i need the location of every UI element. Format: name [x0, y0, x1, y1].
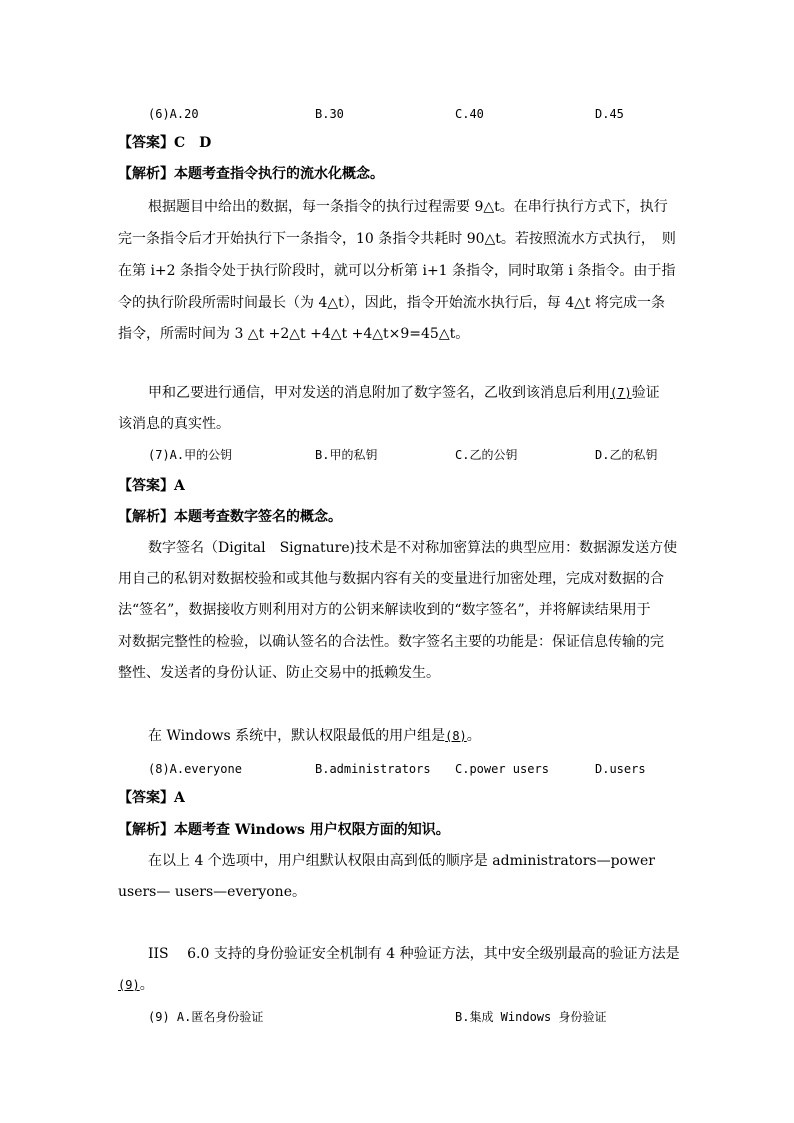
q6-body-line: 指令，所需时间为 3 △t +2△t +4△t +4△t×9=45△t。 — [118, 326, 470, 342]
q7-option-a: (7)A.甲的公钥 — [148, 448, 233, 462]
q6-option-a: (6)A.20 — [148, 107, 199, 121]
q9-stem-line1: IIS 6.0 支持的身份验证安全机制有 4 种验证方法，其中安全级别最高的验证方法是 — [148, 946, 680, 962]
q7-stem-line2: 该消息的真实性。 — [118, 416, 230, 432]
q7-body-line: 数字签名（Digital Signature)技术是不对称加密算法的典型应用：数据源发送方使 — [148, 540, 678, 556]
q9-option-a: (9) A.匿名身份验证 — [148, 1010, 264, 1024]
q6-body-line: 根据题目中给出的数据，每一条指令的执行过程需要 9△t。在串行执行方式下，执行 — [148, 199, 668, 215]
q6-option-b: B.30 — [315, 107, 344, 121]
q9-option-b: B.集成 Windows 身份验证 — [455, 1010, 607, 1024]
q7-stem-post: 验证 — [631, 385, 660, 401]
q7-option-c: C.乙的公钥 — [455, 448, 518, 462]
q8-stem-post: 。 — [466, 728, 481, 744]
q7-body-line: 整性、发送者的身份认证、防止交易中的抵赖发生。 — [118, 665, 440, 681]
q8-body-line: users— users—everyone。 — [118, 884, 306, 900]
q8-analysis-title: 【解析】本题考查 Windows 用户权限方面的知识。 — [118, 822, 450, 838]
q6-option-c: C.40 — [455, 107, 484, 121]
q7-stem-pre: 甲和乙要进行通信，甲对发送的消息附加了数字签名，乙收到该消息后利用 — [148, 385, 610, 401]
q8-option-b: B.administrators — [315, 762, 431, 776]
q7-body-line: 对数据完整性的检验，以确认签名的合法性。数字签名主要的功能是：保证信息传输的完 — [118, 634, 664, 650]
q7-answer: 【答案】A — [118, 478, 185, 494]
q6-body-line: 令的执行阶段所需时间最长（为 4△t），因此，指令开始流水执行后，每 4△t 将完成一条 — [118, 295, 665, 311]
q9-stem-line2 — [118, 975, 154, 995]
q6-option-d: D.45 — [595, 107, 624, 121]
q8-option-c: C.power users — [455, 762, 549, 776]
q9-blank: (9) — [118, 978, 140, 992]
q8-answer: 【答案】A — [118, 790, 185, 806]
q8-blank: (8) — [445, 729, 467, 743]
q7-analysis-title: 【解析】本题考查数字签名的概念。 — [118, 509, 342, 525]
q9-stem-post: 。 — [139, 977, 154, 993]
q6-analysis-title: 【解析】本题考查指令执行的流水化概念。 — [118, 166, 384, 182]
q8-option-a: (8)A.everyone — [148, 762, 242, 776]
q7-stem-line1 — [148, 383, 660, 403]
q7-option-b: B.甲的私钥 — [315, 448, 378, 462]
q7-blank: (7) — [610, 386, 632, 400]
q6-body-line: 完一条指令后才开始执行下一条指令，10 条指令共耗时 90△t。若按照流水方式执行， 则 — [118, 231, 676, 247]
q7-body-line: 用自己的私钥对数据校验和或其他与数据内容有关的变量进行加密处理，完成对数据的合 — [118, 571, 664, 587]
q8-option-d: D.users — [595, 762, 646, 776]
q8-body-line: 在以上 4 个选项中，用户组默认权限由高到低的顺序是 administrators—power — [148, 853, 655, 869]
q6-answer: 【答案】C D — [118, 135, 212, 151]
q7-body-line: 法“签名”，数据接收方则利用对方的公钥来解读收到的“数字签名”，并将解读结果用于 — [118, 602, 651, 618]
q6-body-line: 在第 i+2 条指令处于执行阶段时，就可以分析第 i+1 条指令，同时取第 i 条指令。由于指 — [118, 263, 676, 279]
q8-stem — [148, 726, 481, 746]
q7-option-d: D.乙的私钥 — [595, 448, 658, 462]
q8-stem-pre: 在 Windows 系统中，默认权限最低的用户组是 — [148, 728, 446, 744]
